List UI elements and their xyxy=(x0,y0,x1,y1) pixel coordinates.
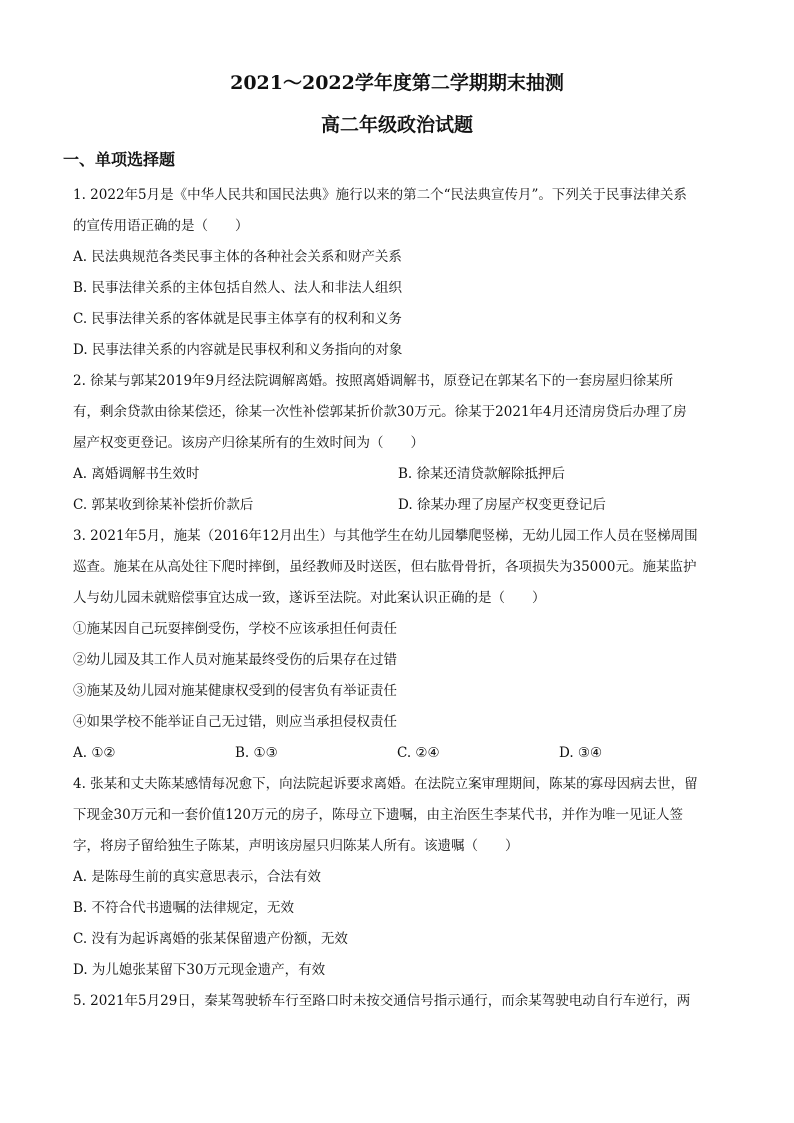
question-stem-line: 4. 张某和丈夫陈某感情每况愈下，向法院起诉要求离婚。在法院立案审理期间，陈某的寡母因病去世，留 xyxy=(73,776,698,792)
question-stem-line: 下现金30万元和一套价值120万元的房子，陈母立下遗嘱，由主治医生李某代书，并作为唯一见证人签 xyxy=(73,807,683,823)
question-5 xyxy=(73,986,723,1017)
option-c: C. 郭某收到徐某补偿折价款后 xyxy=(73,497,254,513)
question-stem-line: 字，将房子留给独生子陈某，声明该房屋只归陈某人所有。该遗嘱（ ） xyxy=(73,838,519,854)
question-stem-line: 1. 2022年5月是《中华人民共和国民法典》施行以来的第二个“民法典宣传月”。下列关于民事法律关系 xyxy=(73,187,687,203)
option-b: B. 民事法律关系的主体包括自然人、法人和非法人组织 xyxy=(73,280,403,296)
option-a: A. ①② xyxy=(73,745,116,761)
question-stem-line: 巡查。施某在从高处往下爬时摔倒，虽经教师及时送医，但右肱骨骨折，各项损失为35000元。施某监护 xyxy=(73,559,697,575)
option-d: D. ③④ xyxy=(559,745,603,761)
statement-item-3: ③施某及幼儿园对施某健康权受到的侵害负有举证责任 xyxy=(73,683,397,699)
statement-item-2: ②幼儿园及其工作人员对施某最终受伤的后果存在过错 xyxy=(73,652,397,668)
question-3 xyxy=(73,521,723,769)
option-row xyxy=(73,738,723,769)
question-stem-line: 有，剩余贷款由徐某偿还，徐某一次性补偿郭某折价款30万元。徐某于2021年4月还清房贷后办理了房 xyxy=(73,404,687,420)
questions-list xyxy=(73,180,723,1017)
option-row xyxy=(73,490,723,521)
statement-item-1: ①施某因自己玩耍摔倒受伤，学校不应该承担任何责任 xyxy=(73,621,397,637)
statement-item-4: ④如果学校不能举证自己无过错，则应当承担侵权责任 xyxy=(73,714,397,730)
question-1 xyxy=(73,180,723,366)
question-stem-line: 的宣传用语正确的是（ ） xyxy=(73,218,249,234)
question-2 xyxy=(73,366,723,521)
option-c: C. 没有为起诉离婚的张某保留遗产份额，无效 xyxy=(73,931,348,947)
question-stem-line: 3. 2021年5月，施某（2016年12月出生）与其他学生在幼儿园攀爬竖梯，无幼儿园工作人员在竖梯周围 xyxy=(73,528,698,544)
question-stem-line: 5. 2021年5月29日，秦某驾驶轿车行至路口时未按交通信号指示通行，而余某驾驶电动自行车逆行，两 xyxy=(73,993,691,1009)
option-d: D. 民事法律关系的内容就是民事权利和义务指向的对象 xyxy=(73,342,403,358)
section-title: 一、单项选择题 xyxy=(63,150,176,169)
option-c: C. ②④ xyxy=(397,745,440,761)
question-4 xyxy=(73,769,723,986)
option-d: D. 为儿媳张某留下30万元现金遗产，有效 xyxy=(73,962,326,978)
exam-subtitle: 高二年级政治试题 xyxy=(320,114,473,136)
option-b: B. ①③ xyxy=(235,745,278,761)
option-a: A. 离婚调解书生效时 xyxy=(73,466,200,482)
question-stem-line: 2. 徐某与郭某2019年9月经法院调解离婚。按照离婚调解书，原登记在郭某名下的一套房屋归徐某所 xyxy=(73,373,674,389)
option-row xyxy=(73,459,723,490)
option-c: C. 民事法律关系的客体就是民事主体享有的权利和义务 xyxy=(73,311,402,327)
option-b: B. 徐某还清贷款解除抵押后 xyxy=(398,466,566,482)
question-stem-line: 屋产权变更登记。该房产归徐某所有的生效时间为（ ） xyxy=(73,435,424,451)
exam-title: 2021～2022学年度第二学期期末抽测 xyxy=(230,72,564,94)
option-a: A. 是陈母生前的真实意思表示，合法有效 xyxy=(73,869,321,885)
option-a: A. 民法典规范各类民事主体的各种社会关系和财产关系 xyxy=(73,249,402,265)
question-stem-line: 人与幼儿园未就赔偿事宜达成一致，遂诉至法院。对此案认识正确的是（ ） xyxy=(73,590,546,606)
option-b: B. 不符合代书遗嘱的法律规定，无效 xyxy=(73,900,295,916)
option-d: D. 徐某办理了房屋产权变更登记后 xyxy=(398,497,606,513)
